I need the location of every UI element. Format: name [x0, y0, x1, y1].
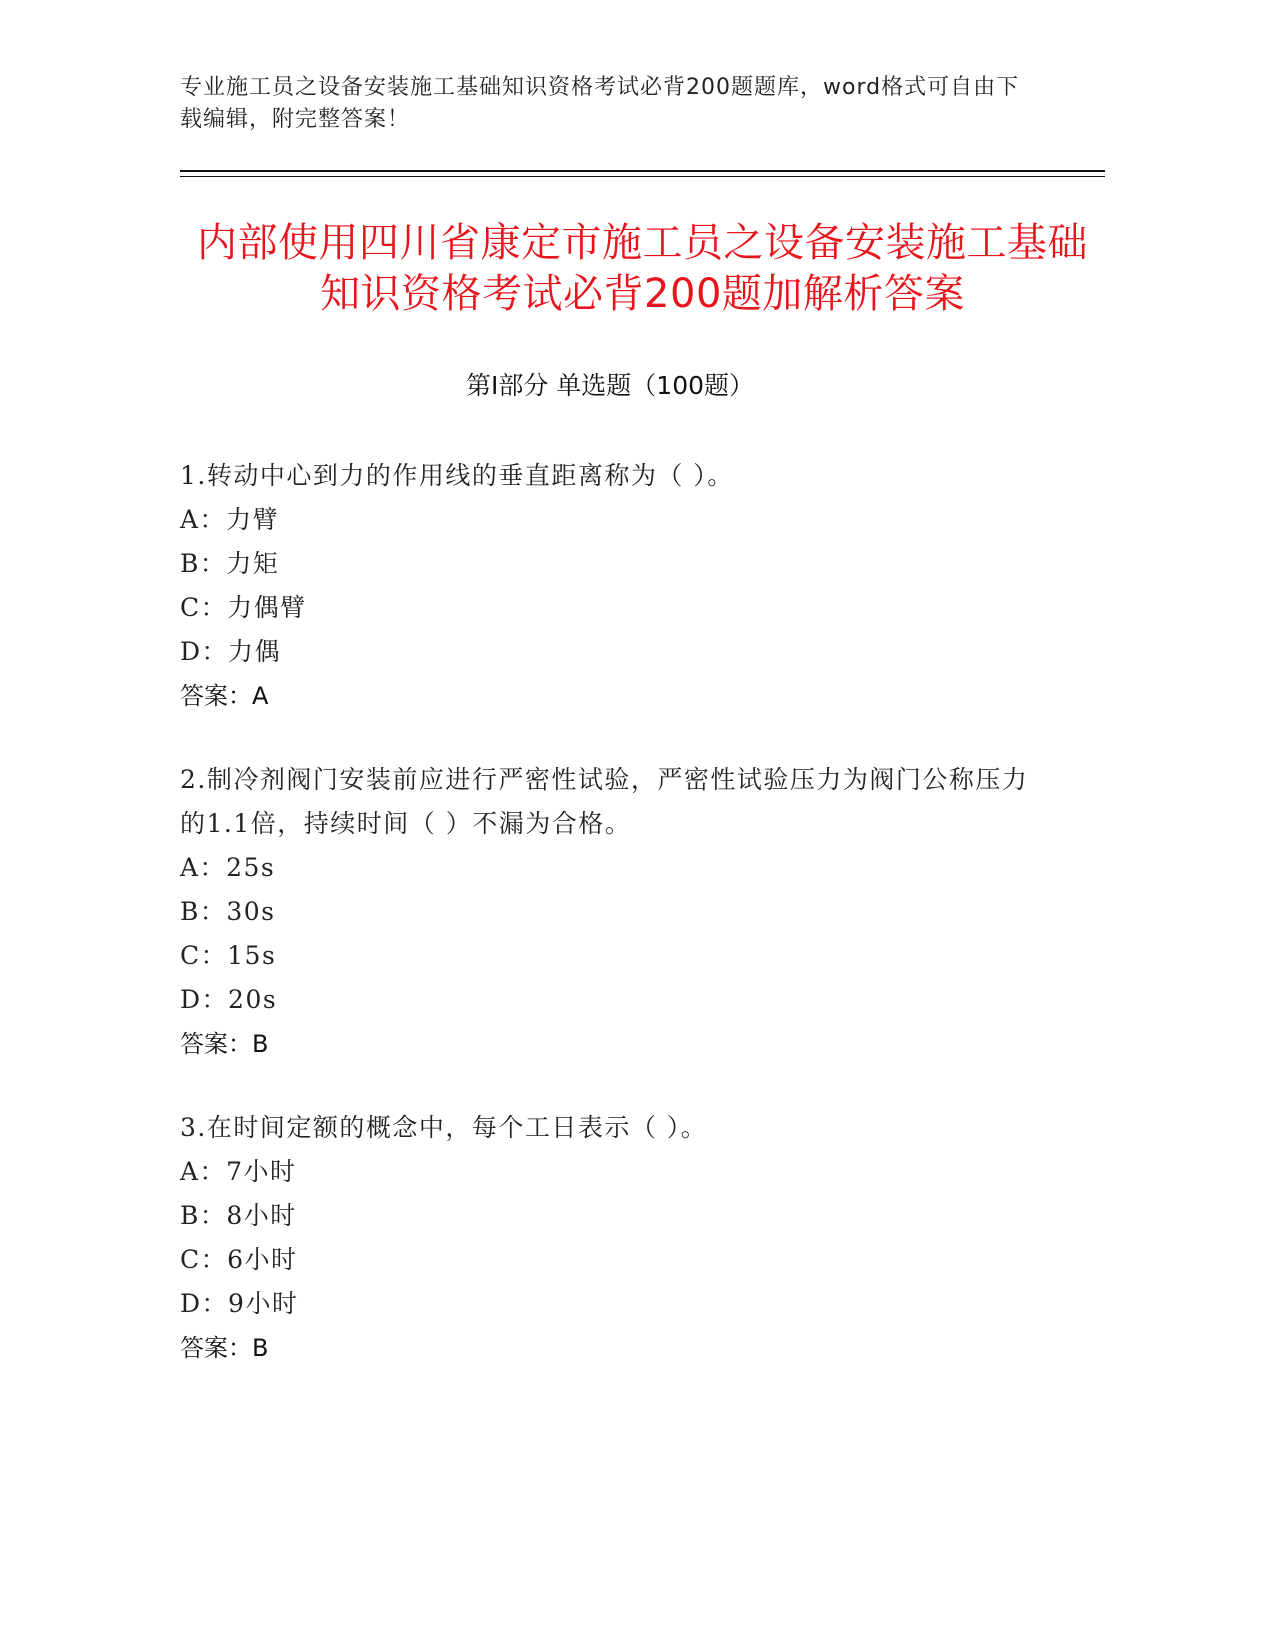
option-letter: D：: [180, 637, 229, 666]
option-letter: D：: [180, 1289, 229, 1318]
question-stem: 1.转动中心到力的作用线的垂直距离称为（ ）。: [180, 461, 734, 490]
document-title: 内部使用四川省康定市施工员之设备安装施工基础知识资格考试必背200题加解析答案: [197, 220, 1088, 317]
question-1: [180, 454, 1040, 718]
option-c: [180, 586, 1040, 630]
option-letter: C：: [180, 593, 228, 622]
option-text: 6小时: [227, 1245, 298, 1274]
option-letter: B：: [180, 897, 227, 926]
option-letter: C：: [180, 941, 228, 970]
option-text: 9小时: [228, 1289, 299, 1318]
option-letter: A：: [180, 1157, 227, 1186]
option-letter: B：: [180, 549, 227, 578]
option-a: [180, 846, 1040, 890]
option-a: [180, 1150, 1040, 1194]
option-letter: A：: [180, 505, 227, 534]
option-c: [180, 934, 1040, 978]
option-text: 力臂: [226, 505, 280, 534]
option-text: 力偶: [228, 637, 282, 666]
header-note: 专业施工员之设备安装施工基础知识资格考试必背200题题库，word格式可自由下载编辑，附完整答案！: [180, 75, 1020, 132]
option-letter: D：: [180, 985, 229, 1014]
question-stem: 3.在时间定额的概念中，每个工日表示（ ）。: [180, 1113, 708, 1142]
option-d: [180, 978, 1040, 1022]
option-b: [180, 890, 1040, 934]
answer-line: 答案：A: [180, 682, 269, 710]
option-text: 7小时: [226, 1157, 297, 1186]
option-letter: C：: [180, 1245, 228, 1274]
option-letter: A：: [180, 853, 227, 882]
question-3: [180, 1106, 1040, 1370]
option-text: 15s: [227, 941, 277, 970]
option-c: [180, 1238, 1040, 1282]
answer-line: 答案：B: [180, 1030, 269, 1058]
option-text: 20s: [228, 985, 278, 1014]
header-divider-thick: [180, 170, 1105, 172]
section-title: 第Ⅰ部分 单选题（100题）: [465, 371, 755, 400]
option-text: 30s: [226, 897, 276, 926]
option-text: 力偶臂: [227, 593, 307, 622]
question-stem: 2.制冷剂阀门安装前应进行严密性试验，严密性试验压力为阀门公称压力的1.1倍，持续时间（ ）不漏为合格。: [180, 765, 1029, 838]
option-b: [180, 542, 1040, 586]
header-divider-thin: [180, 176, 1105, 177]
answer-line: 答案：B: [180, 1334, 269, 1362]
option-a: [180, 498, 1040, 542]
option-letter: B：: [180, 1201, 227, 1230]
option-text: 8小时: [226, 1201, 297, 1230]
option-text: 力矩: [226, 549, 280, 578]
option-text: 25s: [226, 853, 276, 882]
option-b: [180, 1194, 1040, 1238]
option-d: [180, 630, 1040, 674]
question-2: [180, 758, 1040, 1066]
option-d: [180, 1282, 1040, 1326]
